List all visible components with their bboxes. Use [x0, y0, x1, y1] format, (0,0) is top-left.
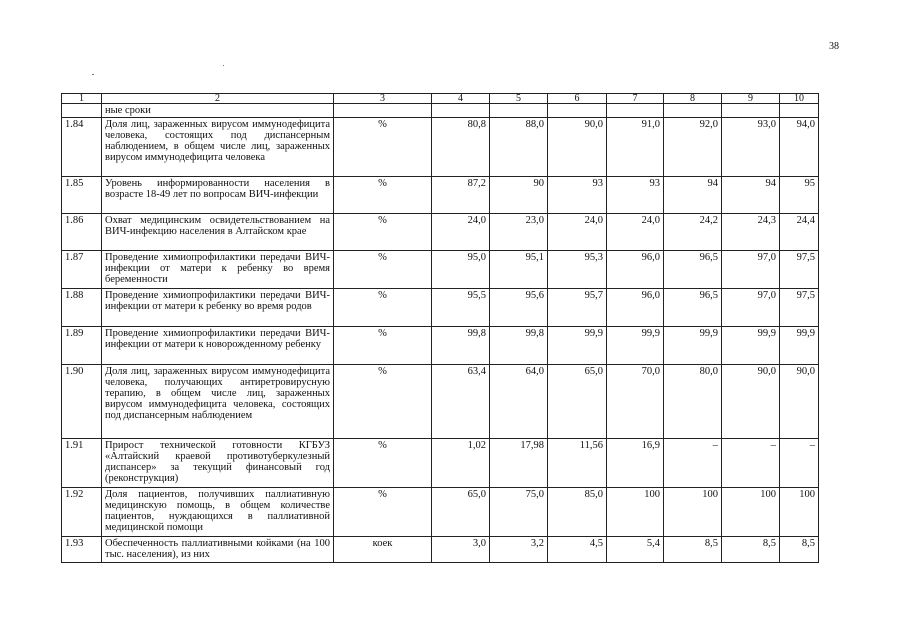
table-row — [62, 251, 819, 289]
value-cell: 95,1 — [490, 251, 548, 289]
header-row — [62, 94, 819, 104]
value-cell: 5,4 — [607, 537, 664, 563]
value-cell: 90,0 — [722, 365, 780, 439]
value-cell: – — [722, 439, 780, 488]
value-cell: 93 — [548, 177, 607, 214]
table-row — [62, 488, 819, 537]
value-cell: 97,5 — [780, 289, 819, 327]
value-cell: 64,0 — [490, 365, 548, 439]
row-number-cell: 1.87 — [62, 251, 102, 289]
indicator-description-cell: Уровень информированности населения в возрасте 18-49 лет по вопросам ВИЧ-инфекции — [102, 177, 334, 214]
value-cell: 95 — [780, 177, 819, 214]
indicators-table — [61, 93, 819, 563]
value-cell: 4,5 — [548, 537, 607, 563]
table-row — [62, 118, 819, 177]
value-cell: 100 — [664, 488, 722, 537]
unit-cell: % — [334, 118, 432, 177]
row-number-cell: 1.90 — [62, 365, 102, 439]
value-cell: 100 — [780, 488, 819, 537]
value-cell: 3,0 — [432, 537, 490, 563]
value-cell: 99,9 — [722, 327, 780, 365]
value-cell: 96,0 — [607, 289, 664, 327]
unit-cell: коек — [334, 537, 432, 563]
value-cell: 93,0 — [722, 118, 780, 177]
continuation-row — [62, 104, 819, 118]
value-cell: 17,98 — [490, 439, 548, 488]
header-cell: 5 — [490, 94, 548, 104]
scan-speck — [92, 74, 94, 75]
value-cell: 96,5 — [664, 251, 722, 289]
header-cell: 2 — [102, 94, 334, 104]
value-cell: 92,0 — [664, 118, 722, 177]
value-cell: 99,8 — [432, 327, 490, 365]
indicator-description-cell: Проведение химиопрофилактики передачи ВИЧ-инфекции от матери к ребенку во время родов — [102, 289, 334, 327]
value-cell: 1,02 — [432, 439, 490, 488]
indicator-description-cell: Доля лиц, зараженных вирусом иммунодефицита человека, состоящих под диспансерным наблюдением, в общем числе лиц, зараженных вирусом иммунодефицита человека — [102, 118, 334, 177]
value-cell: – — [780, 439, 819, 488]
page-number: 38 — [829, 41, 839, 52]
value-cell: 24,4 — [780, 214, 819, 251]
value-cell: 16,9 — [607, 439, 664, 488]
indicator-description-cell: Обеспеченность паллиативными койками (на 100 тыс. населения), из них — [102, 537, 334, 563]
value-cell: 8,5 — [664, 537, 722, 563]
row-number-cell: 1.93 — [62, 537, 102, 563]
value-cell: 87,2 — [432, 177, 490, 214]
indicator-description-cell: Прирост технической готовности КГБУЗ «Алтайский краевой противотуберкулезный диспансер» за текущий финансовый год (реконструкция) — [102, 439, 334, 488]
header-cell: 8 — [664, 94, 722, 104]
value-cell: 96,0 — [607, 251, 664, 289]
value-cell: 99,8 — [490, 327, 548, 365]
header-cell: 10 — [780, 94, 819, 104]
row-number-cell: 1.86 — [62, 214, 102, 251]
indicator-description-cell: Проведение химиопрофилактики передачи ВИЧ-инфекции от матери к новорожденному ребенку — [102, 327, 334, 365]
value-cell: 11,56 — [548, 439, 607, 488]
value-cell: 90 — [490, 177, 548, 214]
continuation-text: ные сроки — [102, 104, 334, 118]
value-cell: 24,0 — [548, 214, 607, 251]
value-cell: 63,4 — [432, 365, 490, 439]
unit-cell: % — [334, 439, 432, 488]
value-cell: 99,9 — [780, 327, 819, 365]
table-row — [62, 177, 819, 214]
continuation-num-cell — [62, 104, 102, 118]
value-cell: 95,0 — [432, 251, 490, 289]
value-cell: 65,0 — [432, 488, 490, 537]
row-number-cell: 1.88 — [62, 289, 102, 327]
row-number-cell: 1.92 — [62, 488, 102, 537]
value-cell: 95,5 — [432, 289, 490, 327]
value-cell: 23,0 — [490, 214, 548, 251]
value-cell: 99,9 — [664, 327, 722, 365]
header-cell: 6 — [548, 94, 607, 104]
unit-cell: % — [334, 214, 432, 251]
value-cell: 95,7 — [548, 289, 607, 327]
row-number-cell: 1.84 — [62, 118, 102, 177]
value-cell: 97,0 — [722, 251, 780, 289]
value-cell: 88,0 — [490, 118, 548, 177]
row-number-cell: 1.85 — [62, 177, 102, 214]
value-cell: 24,0 — [432, 214, 490, 251]
indicator-description-cell: Доля лиц, зараженных вирусом иммунодефицита человека, получающих антиретровирусную терапию, в общем числе лиц, зараженных вирусом иммунодефицита человека, состоящих под диспансерным наблюдением — [102, 365, 334, 439]
value-cell: 100 — [722, 488, 780, 537]
value-cell: 97,0 — [722, 289, 780, 327]
indicator-description-cell: Проведение химиопрофилактики передачи ВИЧ-инфекции от матери к ребенку во время беременности — [102, 251, 334, 289]
value-cell: 95,6 — [490, 289, 548, 327]
table-row — [62, 365, 819, 439]
indicator-description-cell: Доля пациентов, получивших паллиативную медицинскую помощь, в общем количестве пациентов, нуждающихся в паллиативной медицинской помощи — [102, 488, 334, 537]
row-number-cell: 1.89 — [62, 327, 102, 365]
header-cell: 1 — [62, 94, 102, 104]
value-cell: 80,8 — [432, 118, 490, 177]
value-cell: 75,0 — [490, 488, 548, 537]
value-cell: 96,5 — [664, 289, 722, 327]
unit-cell: % — [334, 251, 432, 289]
table-row — [62, 289, 819, 327]
value-cell: 99,9 — [607, 327, 664, 365]
value-cell: 80,0 — [664, 365, 722, 439]
value-cell: 91,0 — [607, 118, 664, 177]
value-cell: 97,5 — [780, 251, 819, 289]
unit-cell: % — [334, 365, 432, 439]
value-cell: 8,5 — [722, 537, 780, 563]
value-cell: 94,0 — [780, 118, 819, 177]
row-number-cell: 1.91 — [62, 439, 102, 488]
value-cell: 100 — [607, 488, 664, 537]
value-cell: 24,2 — [664, 214, 722, 251]
table-row — [62, 537, 819, 563]
value-cell: 70,0 — [607, 365, 664, 439]
indicator-description-cell: Охват медицинским освидетельствованием на ВИЧ-инфекцию населения в Алтайском крае — [102, 214, 334, 251]
table-row — [62, 439, 819, 488]
header-cell: 3 — [334, 94, 432, 104]
value-cell: 95,3 — [548, 251, 607, 289]
value-cell: 90,0 — [780, 365, 819, 439]
value-cell: 3,2 — [490, 537, 548, 563]
header-cell: 7 — [607, 94, 664, 104]
value-cell: 94 — [664, 177, 722, 214]
value-cell: 65,0 — [548, 365, 607, 439]
scan-speck — [223, 65, 224, 66]
table-row — [62, 327, 819, 365]
value-cell: 93 — [607, 177, 664, 214]
unit-cell: % — [334, 177, 432, 214]
unit-cell: % — [334, 289, 432, 327]
unit-cell: % — [334, 327, 432, 365]
header-cell: 4 — [432, 94, 490, 104]
value-cell: 24,3 — [722, 214, 780, 251]
value-cell: – — [664, 439, 722, 488]
value-cell: 85,0 — [548, 488, 607, 537]
unit-cell: % — [334, 488, 432, 537]
value-cell: 8,5 — [780, 537, 819, 563]
value-cell: 94 — [722, 177, 780, 214]
value-cell: 90,0 — [548, 118, 607, 177]
header-cell: 9 — [722, 94, 780, 104]
value-cell: 99,9 — [548, 327, 607, 365]
table-row — [62, 214, 819, 251]
value-cell: 24,0 — [607, 214, 664, 251]
